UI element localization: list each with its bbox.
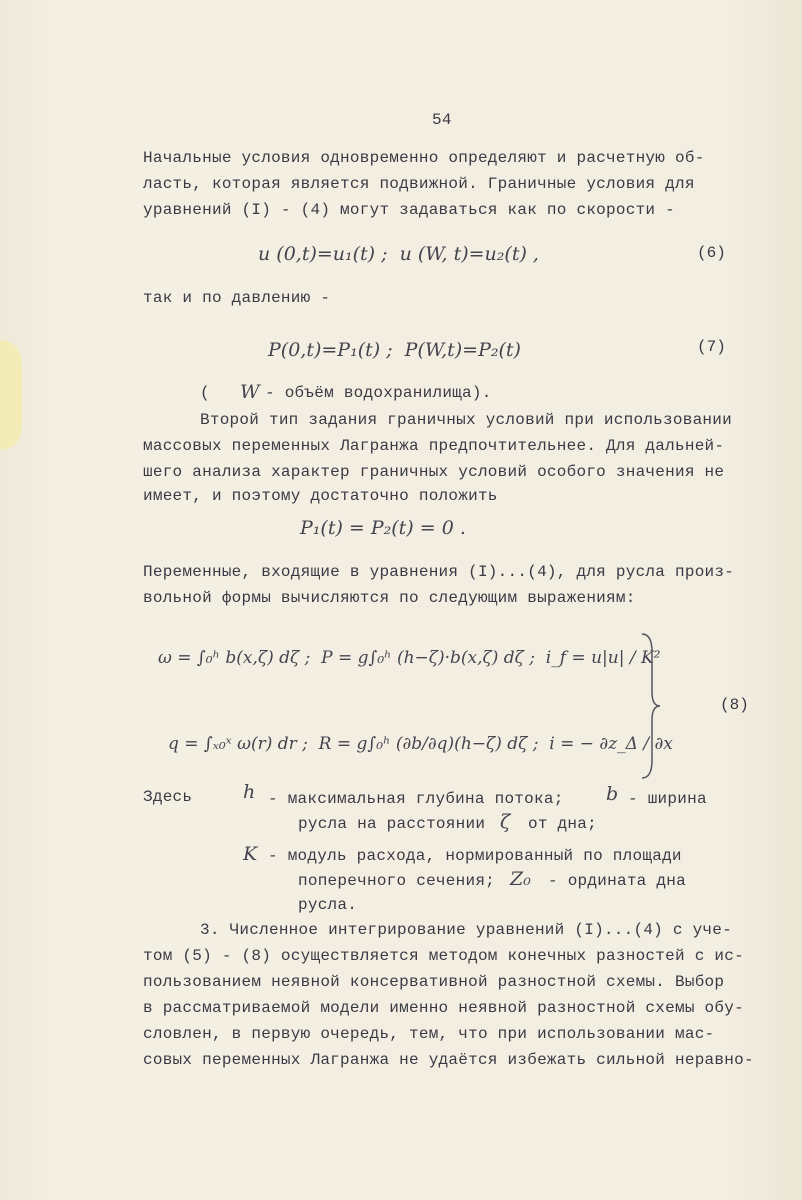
symbol-k: K xyxy=(243,843,258,865)
equation-6: u (0,t)=u₁(t) ; u (W, t)=u₂(t) , xyxy=(258,243,539,265)
equation-8-line-2: q = ∫ₓ₀ˣ ω(r) dr ; R = g∫₀ʰ (∂b/∂q)(h−ζ) dζ ; i = − ∂z_Δ / ∂x xyxy=(168,734,673,754)
page-number: 54 xyxy=(432,111,452,129)
text-line: так и по давлению - xyxy=(143,289,331,307)
text-line: ласть, которая является подвижной. Граничные условия для xyxy=(143,175,695,193)
symbol-b: b xyxy=(606,783,619,805)
equation-8-line-1: ω = ∫₀ʰ b(x,ζ) dζ ; P = g∫₀ʰ (h−ζ)·b(x,ζ) dζ ; i_f = u|u| / K² xyxy=(158,648,661,668)
definition-text: - модуль расхода, нормированный по площади xyxy=(268,847,682,865)
definition-text: - ордината дна xyxy=(548,872,686,890)
text-line: имеет, и поэтому достаточно положить xyxy=(143,487,498,505)
symbol-z0: Z₀ xyxy=(510,868,531,890)
equation-number: (7) xyxy=(697,338,726,356)
text-line: уравнений (I) - (4) могут задаваться как по скорости - xyxy=(143,201,675,219)
text-line: пользованием неявной консервативной разностной схемы. Выбор xyxy=(143,973,725,991)
paper-stain xyxy=(0,340,22,450)
text-line: в рассматриваемой модели именно неявной разностной схемы обу- xyxy=(143,999,744,1017)
symbol-h: h xyxy=(243,781,256,803)
text-line: совых переменных Лагранжа не удаётся избежать сильной неравно- xyxy=(143,1051,754,1069)
right-brace xyxy=(640,632,662,780)
text-line: Второй тип задания граничных условий при использовании xyxy=(200,411,732,429)
text-line: Переменные, входящие в уравнения (I)...(4), для русла произ- xyxy=(143,563,735,581)
note-paren: ( xyxy=(200,384,210,402)
definition-text: - ширина xyxy=(628,790,707,808)
text-line: словлен, в первую очередь, тем, что при использовании мас- xyxy=(143,1025,715,1043)
equation-number: (8) xyxy=(720,696,749,714)
equation-number: (6) xyxy=(697,244,726,262)
text-line: массовых переменных Лагранжа предпочтительнее. Для дальней- xyxy=(143,437,725,455)
text-line: том (5) - (8) осуществляется методом конечных разностей с ис- xyxy=(143,947,744,965)
equation-7: P(0,t)=P₁(t) ; P(W,t)=P₂(t) xyxy=(268,339,521,361)
equation-boundary-zero: P₁(t) = P₂(t) = 0 . xyxy=(300,517,466,539)
definition-text: - максимальная глубина потока; xyxy=(268,790,564,808)
definition-text: русла на расстоянии xyxy=(298,815,486,833)
note-text: - объём водохранилища). xyxy=(265,384,492,402)
definitions-label: Здесь xyxy=(143,788,193,806)
text-line: вольной формы вычисляются по следующим выражениям: xyxy=(143,589,636,607)
definition-text: от дна; xyxy=(528,815,597,833)
definition-text: поперечного сечения; xyxy=(298,872,496,890)
symbol-zeta: ζ xyxy=(500,811,511,833)
text-line: шего анализа характер граничных условий особого значения не xyxy=(143,463,725,481)
definition-text: русла. xyxy=(298,896,358,914)
text-line: 3. Численное интегрирование уравнений (I)...(4) с уче- xyxy=(200,921,732,939)
text-line: Начальные условия одновременно определяют и расчетную об- xyxy=(143,149,705,167)
symbol-w: W xyxy=(240,381,260,403)
